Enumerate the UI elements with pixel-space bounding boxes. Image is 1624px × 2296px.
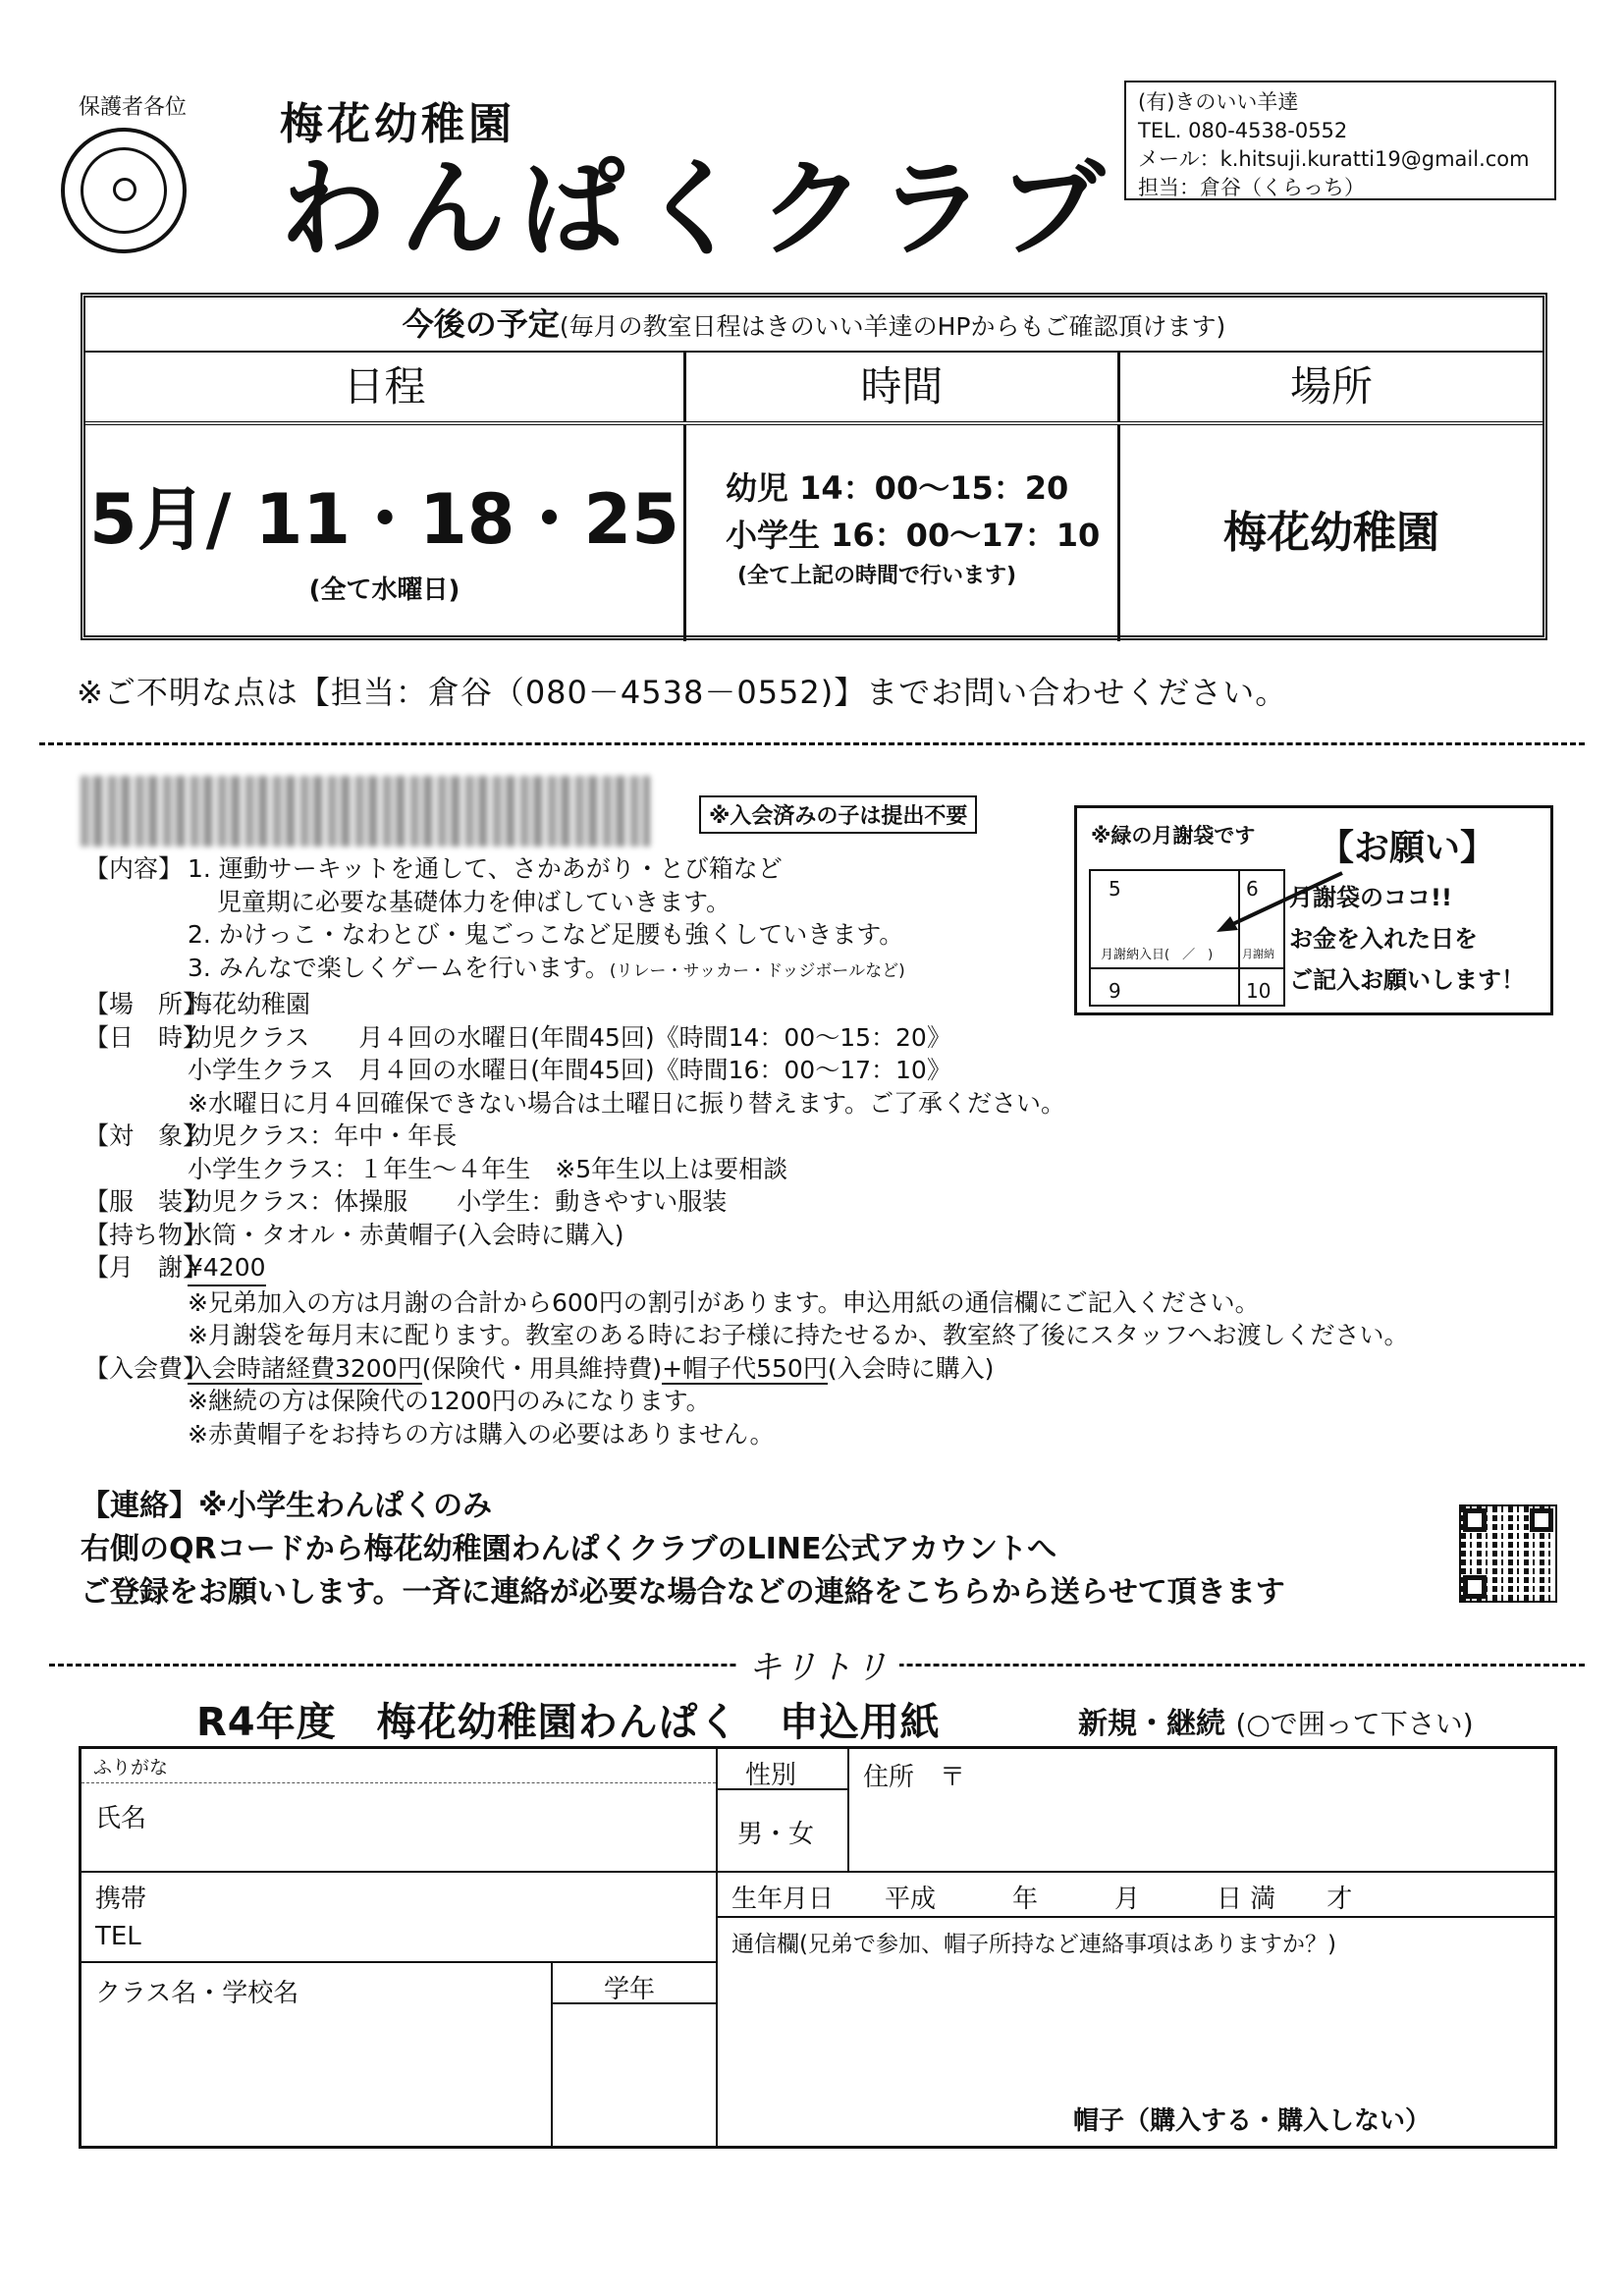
recipient: 保護者各位 [79,95,188,120]
label-target: 【対 象】 [84,1121,208,1150]
birthdate-field[interactable] [718,1873,1554,1918]
entry-fee-note-1: ※継続の方は保険代の1200円のみになります。 [188,1387,711,1415]
schedule-place: 梅花幼稚園 [1223,508,1439,558]
contact-tel: TEL. 080-4538-0552 [1138,119,1348,142]
envelope-text-1: 月謝袋のココ!! [1289,884,1452,911]
contact-notice-1: 【連絡】※小学生わんぱくのみ [81,1489,493,1523]
entry-fee-c: +帽子代550円 [662,1353,828,1383]
target-2: 小学生クラス：１年生～４年生 ※5年生以上は要相談 [188,1154,788,1183]
fee-note-1: ※兄弟加入の方は月謝の合計から600円の割引があります。申込用紙の通信欄にご記入ください。 [188,1287,1260,1317]
target-1: 幼児クラス：年中・年長 [188,1121,458,1150]
envelope-field-2: 月謝納 [1242,948,1274,960]
label-belongings: 【持ち物】 [84,1220,208,1249]
cut-label: キリトリ [738,1640,899,1688]
content-3-note: (リレー・サッカー・ドッジボールなど) [609,960,905,981]
request-heading: 【お願い】 [1319,828,1496,868]
col-place: 場所 [1289,362,1373,410]
form-type-options[interactable]: 新規・継続 [1078,1707,1225,1741]
contact-person: 担当：倉谷（くらっち） [1138,176,1365,199]
label-datetime: 【日 時】 [84,1022,208,1052]
class-label: クラス名・学校名 [95,1979,299,2008]
mobile-label: 携帯 [95,1885,147,1914]
sex-options[interactable]: 男・女 [737,1820,815,1849]
contact-mail: メール：k.hitsuji.kuratti19@gmail.com [1138,147,1530,171]
label-place: 【場 所】 [84,990,208,1018]
col-date: 日程 [85,353,686,421]
contact-notice-3: ご登録をお願いします。一斉に連絡が必要な場合などの連絡をこちらから送らせて頂きます [81,1575,1285,1610]
members-note: ※入会済みの子は提出不要 [699,795,977,834]
hat-option[interactable]: 帽子（購入する・購入しない） [1073,2106,1432,2136]
program-details [84,852,1408,1450]
schedule-table [81,293,1547,640]
schedule-heading [85,298,1543,353]
sex-field[interactable] [718,1749,849,1873]
contact-notice [81,1485,1285,1614]
envelope-num-10: 10 [1246,979,1272,1003]
envelope-field: 月謝納入日( ／ ) [1101,948,1214,962]
label-fee: 【月 謝】 [84,1253,208,1282]
redacted-heading [81,776,650,847]
datetime-1: 幼児クラス 月４回の水曜日(年間45回)《時間14：00～15：20》 [188,1022,951,1052]
name-field[interactable] [81,1749,718,1873]
club-name: わんぱくクラブ [280,148,1119,271]
envelope-num-6: 6 [1246,877,1259,901]
contact-company: (有)きのいい羊達 [1138,90,1299,114]
envelope-num-9: 9 [1109,979,1121,1003]
label-content: 【内容】 [84,854,184,883]
time-infant: 幼児 14：00～15：20 [726,469,1069,507]
time-note: (全て上記の時間で行います) [737,564,1017,588]
tel-label: TEL [95,1922,141,1951]
label-entry-fee: 【入会費】 [84,1353,208,1383]
schedule-title-note: (毎月の教室日程はきのいい羊達のHPからもご確認頂けます) [559,312,1226,341]
address-label: 住所 〒 [863,1763,966,1792]
envelope-num-5: 5 [1109,877,1121,901]
contact-box [1124,81,1556,200]
name-label: 氏名 [95,1804,147,1833]
time-elementary: 小学生 16：00～17：10 [726,517,1101,554]
form-type-note: (○で囲って下さい) [1235,1708,1474,1740]
school-logo [61,128,187,253]
schedule-title: 今後の予定 [402,305,560,343]
entry-fee-b: (保険代・用具維持費) [421,1353,663,1383]
entry-fee-note-2: ※赤黄帽子をお持ちの方は購入の必要はありません。 [188,1419,775,1449]
form-type[interactable] [1078,1699,1474,1742]
inquiry-notice: ※ご不明な点は【担当：倉谷（080－4538－0552)】までお問い合わせください。 [77,674,1288,711]
fee-value: ¥4200 [188,1251,266,1286]
content-2: 2. かけっこ・なわとび・鬼ごっこなど足腰も強くしていきます。 [188,920,904,949]
birthdate-label: 生年月日 平成 年 月 日 満 才 [731,1885,1353,1914]
sex-label: 性別 [745,1761,797,1790]
message-field[interactable] [718,1918,1554,2146]
divider [39,742,1585,745]
datetime-3: ※水曜日に月４回確保できない場合は土曜日に振り替えます。ご了承ください。 [188,1088,1065,1118]
clothes-value: 幼児クラス：体操服 小学生：動きやすい服装 [188,1187,728,1216]
class-field[interactable] [81,1963,553,2146]
school-name: 梅花幼稚園 [280,99,515,149]
mobile-field[interactable] [81,1873,718,1963]
place-value: 梅花幼稚園 [188,990,311,1018]
qr-code-icon[interactable] [1459,1504,1557,1603]
envelope-text-2: お金を入れた日を [1289,925,1478,953]
address-field[interactable] [849,1749,1554,1873]
entry-fee-a: 入会時諸経費3200円 [188,1353,422,1383]
contact-notice-2: 右側のQRコードから梅花幼稚園わんぱくクラブのLINE公式アカウントへ [81,1532,1057,1566]
datetime-2: 小学生クラス 月４回の水曜日(年間45回)《時間16：00～17：10》 [188,1056,951,1084]
schedule-dates: 5月/ 11・18・25 [89,479,679,560]
entry-fee-d: (入会時に購入) [827,1353,995,1383]
message-label: 通信欄(兄弟で参加、帽子所持など連絡事項はありますか？) [731,1932,1336,1957]
belongings-value: 水筒・タオル・赤黄帽子(入会時に購入) [188,1220,624,1249]
application-form [79,1746,1557,2149]
envelope-text-3: ご記入お願いします！ [1289,966,1525,994]
content-1: 1. 運動サーキットを通して、さかあがり・とび箱など [188,854,783,883]
label-clothes: 【服 装】 [84,1187,208,1216]
form-title: R4年度 梅花幼稚園わんぱく 申込用紙 [196,1700,941,1745]
envelope-label: ※緑の月謝袋です [1091,824,1256,847]
grade-label: 学年 [604,1975,656,2004]
content-3: 3. みんなで楽しくゲームを行います。 [188,953,610,982]
furigana-label: ふりがな [93,1757,169,1778]
grade-field[interactable] [553,1963,718,2146]
fee-note-2: ※月謝袋を毎月末に配ります。教室のある時にお子様に持たせるか、教室終了後にスタッフへお渡しください。 [188,1321,1409,1349]
col-time: 時間 [686,353,1120,421]
schedule-dates-note: (全て水曜日) [308,575,460,605]
content-1b: 児童期に必要な基礎体力を伸ばしていきます。 [217,887,731,916]
